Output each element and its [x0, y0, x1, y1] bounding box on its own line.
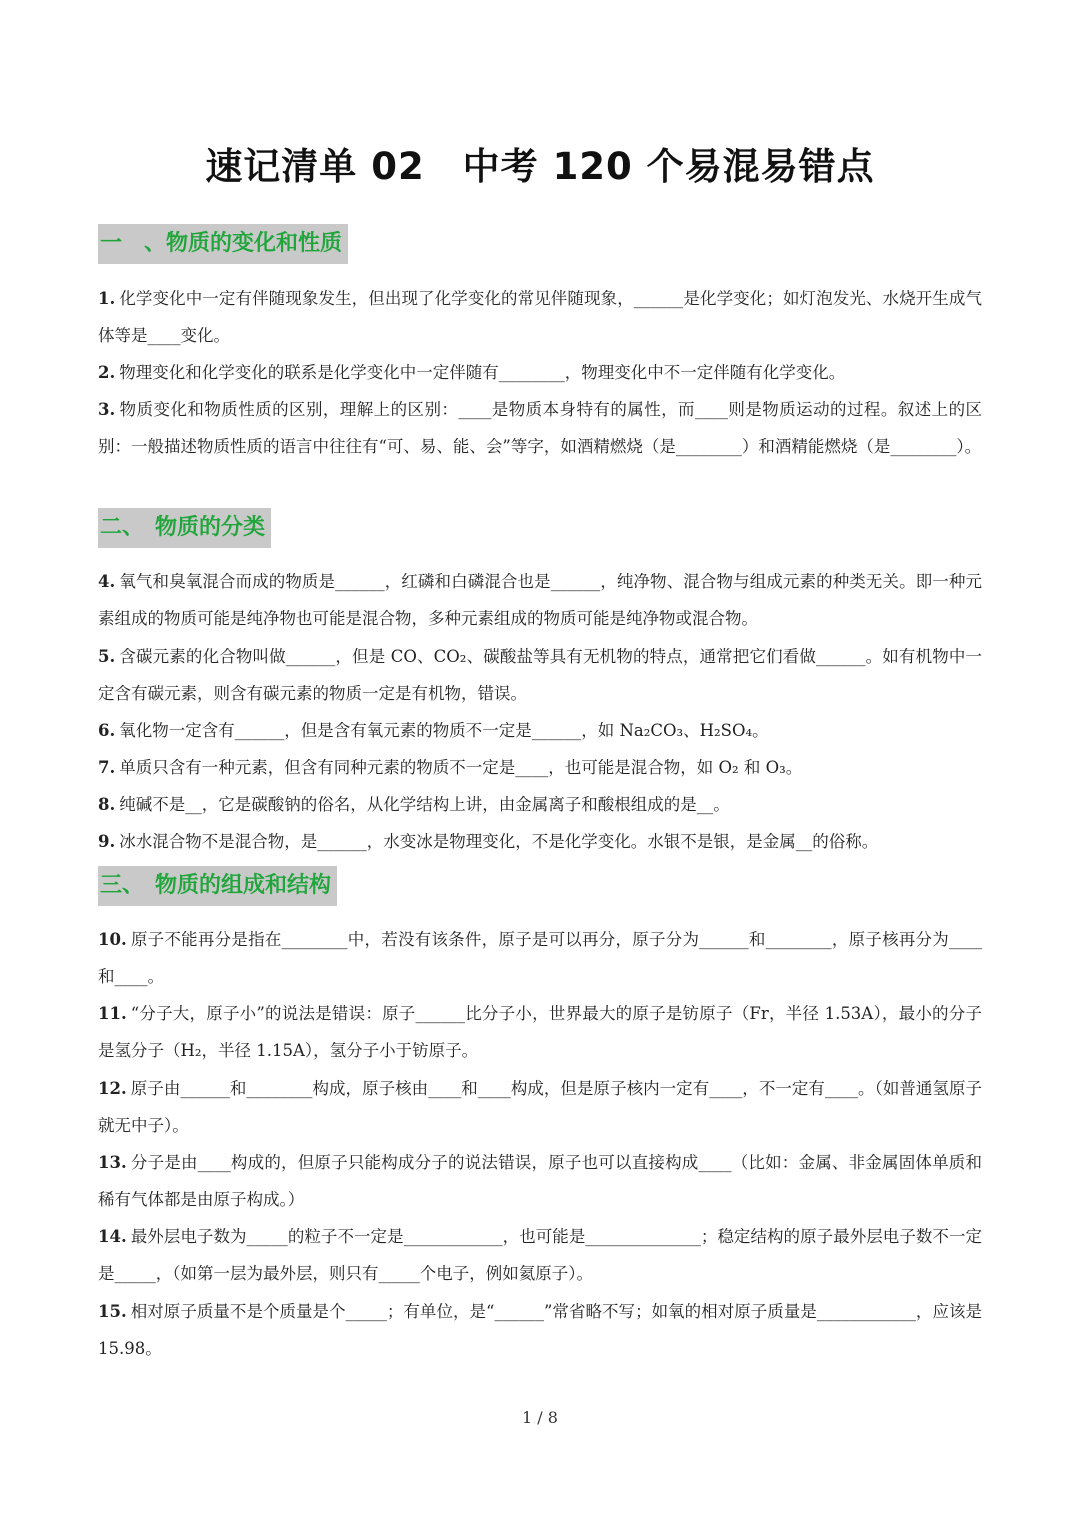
list-item-11	[98, 995, 982, 1069]
list-item-9	[98, 823, 982, 860]
item-text: 原子由______和________构成，原子核由____和____构成，但是原子核内一定有____，不一定有____。（如普通氢原子就无中子）。	[98, 1079, 982, 1135]
item-number: 3.	[98, 400, 116, 419]
item-number: 6.	[98, 721, 116, 740]
item-text: 最外层电子数为_____的粒子不一定是____________，也可能是______________；稳定结构的原子最外层电子数不一定是_____，（如第一层为最外层，则只有_____个电子，例如氦原子）。	[98, 1227, 982, 1283]
list-item-3	[98, 391, 982, 465]
item-number: 4.	[98, 572, 116, 591]
item-text: “分子大，原子小”的说法是错误：原子______比分子小，世界最大的原子是钫原子（Fr，半径 1.53A），最小的分子是氢分子（H₂，半径 1.15A），氢分子小于钫原子。	[98, 1004, 982, 1060]
item-number: 2.	[98, 363, 116, 382]
item-number: 9.	[98, 832, 116, 851]
item-text: 物理变化和化学变化的联系是化学变化中一定伴随有________，物理变化中不一定伴随有化学变化。	[119, 363, 846, 382]
list-item-12	[98, 1070, 982, 1144]
item-text: 纯碱不是__，它是碳酸钠的俗名，从化学结构上讲，由金属离子和酸根组成的是__。	[119, 795, 730, 814]
page-number: 1 / 8	[522, 1408, 558, 1427]
list-item-14	[98, 1218, 982, 1292]
item-text: 化学变化中一定有伴随现象发生，但出现了化学变化的常见伴随现象，______是化学变化；如灯泡发光、水烧开生成气体等是____变化。	[98, 289, 982, 345]
page-title: 速记清单 02 中考 120 个易混易错点	[205, 145, 875, 188]
item-number: 11.	[98, 1004, 127, 1023]
list-item-8	[98, 786, 982, 823]
item-number: 1.	[98, 289, 116, 308]
item-text: 冰水混合物不是混合物，是______，水变冰是物理变化，不是化学变化。水银不是银，是金属__的俗称。	[119, 832, 879, 851]
list-item-4	[98, 563, 982, 637]
item-text: 氧化物一定含有______，但是含有氧元素的物质不一定是______，如 Na₂CO₃、H₂SO₄。	[119, 721, 769, 740]
item-number: 14.	[98, 1227, 127, 1246]
item-number: 12.	[98, 1079, 127, 1098]
item-text: 分子是由____构成的，但原子只能构成分子的说法错误，原子也可以直接构成____（比如：金属、非金属固体单质和稀有气体都是由原子构成。）	[98, 1153, 982, 1209]
section-heading-2: 二、 物质的分类	[98, 508, 271, 548]
item-text: 相对原子质量不是个质量是个_____；有单位，是“______”常省略不写；如氧的相对原子质量是____________，应该是 15.98。	[98, 1302, 982, 1358]
item-text: 原子不能再分是指在________中，若没有该条件，原子是可以再分，原子分为______和________，原子核再分为____和____。	[98, 930, 982, 986]
list-item-15	[98, 1293, 982, 1367]
list-item-10	[98, 921, 982, 995]
item-number: 8.	[98, 795, 116, 814]
list-item-2	[98, 354, 982, 391]
item-number: 5.	[98, 647, 116, 666]
item-number: 13.	[98, 1153, 127, 1172]
section-heading-1: 一 、物质的变化和性质	[98, 224, 348, 264]
item-number: 10.	[98, 930, 127, 949]
item-text: 物质变化和物质性质的区别，理解上的区别：____是物质本身特有的属性，而____则是物质运动的过程。叙述上的区别：一般描述物质性质的语言中往往有“可、易、能、会”等字，如酒精燃烧（是________）和酒精能燃烧（是________）。	[98, 400, 982, 456]
item-number: 7.	[98, 758, 116, 777]
section-heading-3: 三、 物质的组成和结构	[98, 866, 337, 906]
item-text: 含碳元素的化合物叫做______，但是 CO、CO₂、碳酸盐等具有无机物的特点，通常把它们看做______。如有机物中一定含有碳元素，则含有碳元素的物质一定是有机物，错误。	[98, 647, 982, 703]
list-item-7	[98, 749, 982, 786]
item-text: 单质只含有一种元素，但含有同种元素的物质不一定是____，也可能是混合物，如 O₂ 和 O₃。	[119, 758, 803, 777]
item-number: 15.	[98, 1302, 127, 1321]
item-text: 氧气和臭氧混合而成的物质是______，红磷和白磷混合也是______，纯净物、混合物与组成元素的种类无关。即一种元素组成的物质可能是纯净物也可能是混合物，多种元素组成的物质可能是纯净物或混合物。	[98, 572, 982, 628]
list-item-6	[98, 712, 982, 749]
list-item-13	[98, 1144, 982, 1218]
list-item-1	[98, 280, 982, 354]
list-item-5	[98, 638, 982, 712]
